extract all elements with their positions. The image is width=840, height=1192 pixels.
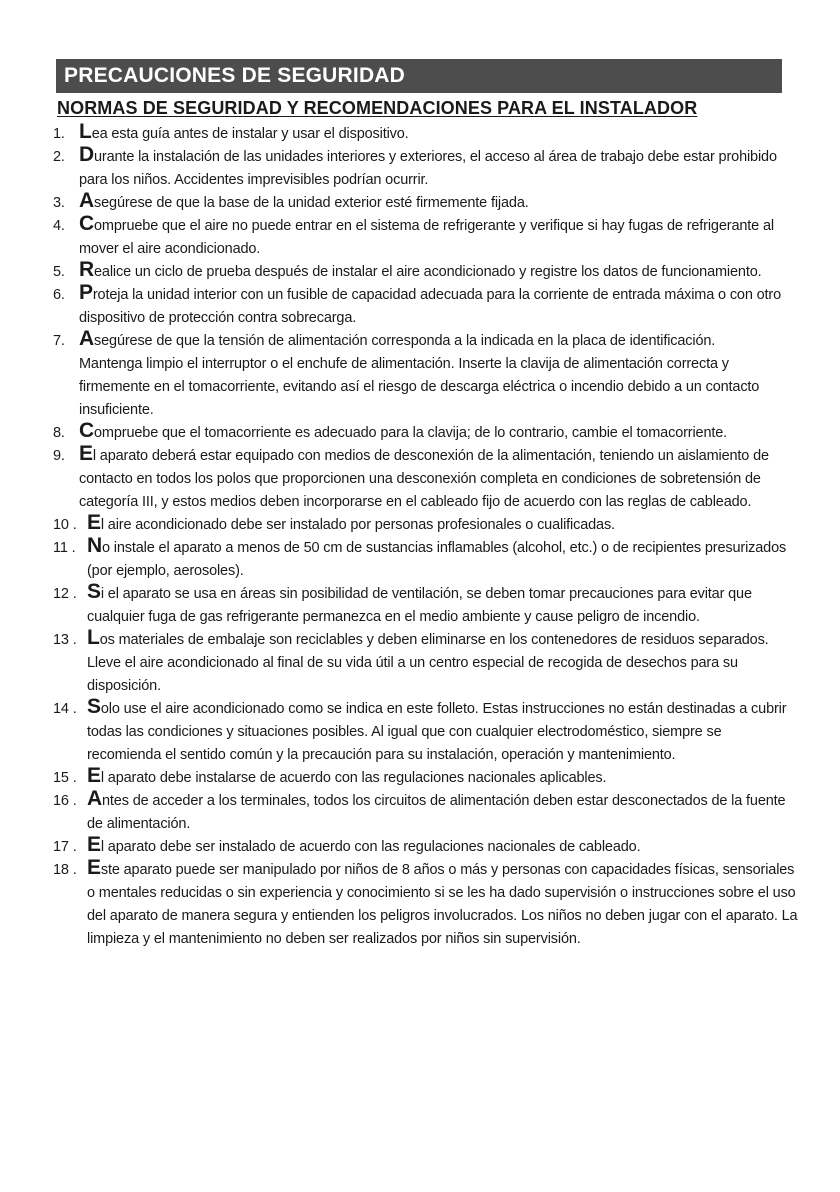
initial-letter: S <box>87 695 101 718</box>
list-item <box>53 626 798 698</box>
initial-letter: C <box>79 419 95 442</box>
initial-letter: E <box>87 764 101 787</box>
initial-letter: A <box>79 327 95 350</box>
list-item <box>53 212 798 261</box>
list-item <box>53 856 798 951</box>
initial-letter: L <box>79 120 92 143</box>
item-number: 16 . <box>53 793 77 809</box>
initial-letter: L <box>87 626 100 649</box>
list-item <box>53 189 798 215</box>
item-text: roteja la unidad interior con un fusible de capacidad adecuada para la corriente de entrada máxima o con otro dispositivo de protección contra sobrecarga. <box>79 287 782 326</box>
item-text: ea esta guía antes de instalar y usar el dispositivo. <box>91 126 409 142</box>
item-number: 5. <box>53 264 65 280</box>
item-number: 9. <box>53 448 65 464</box>
item-text: ntes de acceder a los terminales, todos los circuitos de alimentación deben estar desconectados de la fuente de alimentación. <box>87 793 786 832</box>
list-item <box>53 833 798 859</box>
item-text: ste aparato puede ser manipulado por niños de 8 años o más y personas con capacidades físicas, sensoriales o mentales reducidas o sin experiencia y conocimiento si se les ha dado supervisión o instrucciones sobre el uso del aparato de manera segura y entienden los peligros involucrados. Los niños no deben jugar con el aparato. La limpieza y el mantenimiento no deben ser realizados por niños sin supervisión. <box>87 862 798 947</box>
safety-rules-list <box>53 120 798 951</box>
item-number: 4. <box>53 218 65 234</box>
list-item <box>53 419 798 445</box>
item-text: ompruebe que el aire no puede entrar en el sistema de refrigerante y verifique si hay fugas de refrigerante al mover el aire acondicionado. <box>79 218 774 257</box>
section-subtitle: NORMAS DE SEGURIDAD Y RECOMENDACIONES PARA EL INSTALADOR <box>57 98 698 118</box>
list-item <box>53 143 798 192</box>
item-number: 11 . <box>53 540 76 556</box>
item-continuation: Lleve el aire acondicionado al final de su vida útil a un centro especial de recogida de desechos para su disposición. <box>87 655 738 694</box>
list-item <box>53 327 798 422</box>
item-text: i el aparato se usa en áreas sin posibilidad de ventilación, se deben tomar precauciones para evitar que cualquier fuga de gas refrigerante permanezca en el medio ambiente y cause peligro de incendio. <box>87 586 752 625</box>
list-item <box>53 580 798 629</box>
list-item <box>53 281 798 330</box>
item-number: 1. <box>53 126 65 142</box>
list-item <box>53 695 798 767</box>
item-number: 17 . <box>53 839 77 855</box>
initial-letter: P <box>79 281 93 304</box>
item-text: os materiales de embalaje son reciclables y deben eliminarse en los contenedores de residuos separados. <box>99 632 769 648</box>
item-continuation: Mantenga limpio el interruptor o el enchufe de alimentación. Inserte la clavija de alimentación correcta y firmemente en el tomacorriente, evitando así el riesgo de descarga eléctrica o incendio debido a un contacto insuficiente. <box>79 356 760 418</box>
initial-letter: E <box>87 511 101 534</box>
initial-letter: A <box>87 787 103 810</box>
item-text: o instale el aparato a menos de 50 cm de sustancias inflamables (alcohol, etc.) o de recipientes presurizados (por ejemplo, aerosoles). <box>87 540 787 579</box>
initial-letter: S <box>87 580 101 603</box>
list-item <box>53 764 798 790</box>
item-number: 2. <box>53 149 65 165</box>
item-number: 3. <box>53 195 65 211</box>
item-text: l aparato deberá estar equipado con medios de desconexión de la alimentación, teniendo un aislamiento de contacto en todos los polos que proporcionen una desconexión completa en condiciones de sobretensión de categoría III, y estos medios deben incorporarse en el cableado fijo de acuerdo con las reglas de cableado. <box>79 448 769 510</box>
item-text: segúrese de que la tensión de alimentación corresponda a la indicada en la placa de identificación. <box>94 333 716 349</box>
item-number: 15 . <box>53 770 77 786</box>
list-item <box>53 534 798 583</box>
item-text: l aparato debe instalarse de acuerdo con las regulaciones nacionales aplicables. <box>100 770 607 786</box>
list-item <box>53 120 798 146</box>
item-number: 12 . <box>53 586 77 602</box>
list-item <box>53 511 798 537</box>
initial-letter: N <box>87 534 103 557</box>
item-number: 14 . <box>53 701 77 717</box>
initial-letter: C <box>79 212 95 235</box>
list-item <box>53 258 798 284</box>
item-text: segúrese de que la base de la unidad exterior esté firmemente fijada. <box>94 195 529 211</box>
item-text: l aire acondicionado debe ser instalado por personas profesionales o cualificadas. <box>100 517 615 533</box>
item-text: olo use el aire acondicionado como se indica en este folleto. Estas instrucciones no están destinadas a cubrir todas las condiciones y situaciones posibles. Al igual que con cualquier electrodoméstico, siempre se recomienda el sentido común y la precaución para su instalación, operación y mantenimiento. <box>87 701 787 763</box>
item-text: l aparato debe ser instalado de acuerdo con las regulaciones nacionales de cableado. <box>100 839 641 855</box>
initial-letter: A <box>79 189 95 212</box>
item-number: 7. <box>53 333 65 349</box>
list-item <box>53 787 798 836</box>
item-number: 6. <box>53 287 65 303</box>
item-number: 10 . <box>53 517 77 533</box>
initial-letter: D <box>79 143 95 166</box>
item-text: urante la instalación de las unidades interiores y exteriores, el acceso al área de trabajo debe estar prohibido para los niños. Accidentes imprevisibles podrían ocurrir. <box>79 149 777 188</box>
item-text: ompruebe que el tomacorriente es adecuado para la clavija; de lo contrario, cambie el tomacorriente. <box>94 425 728 441</box>
item-number: 8. <box>53 425 65 441</box>
item-number: 13 . <box>53 632 77 648</box>
list-item <box>53 442 798 514</box>
initial-letter: E <box>87 856 101 879</box>
item-number: 18 . <box>53 862 77 878</box>
initial-letter: E <box>87 833 101 856</box>
initial-letter: E <box>79 442 93 465</box>
item-text: ealice un ciclo de prueba después de instalar el aire acondicionado y registre los datos de funcionamiento. <box>94 264 762 280</box>
initial-letter: R <box>79 258 95 281</box>
page-title: PRECAUCIONES DE SEGURIDAD <box>56 59 782 93</box>
